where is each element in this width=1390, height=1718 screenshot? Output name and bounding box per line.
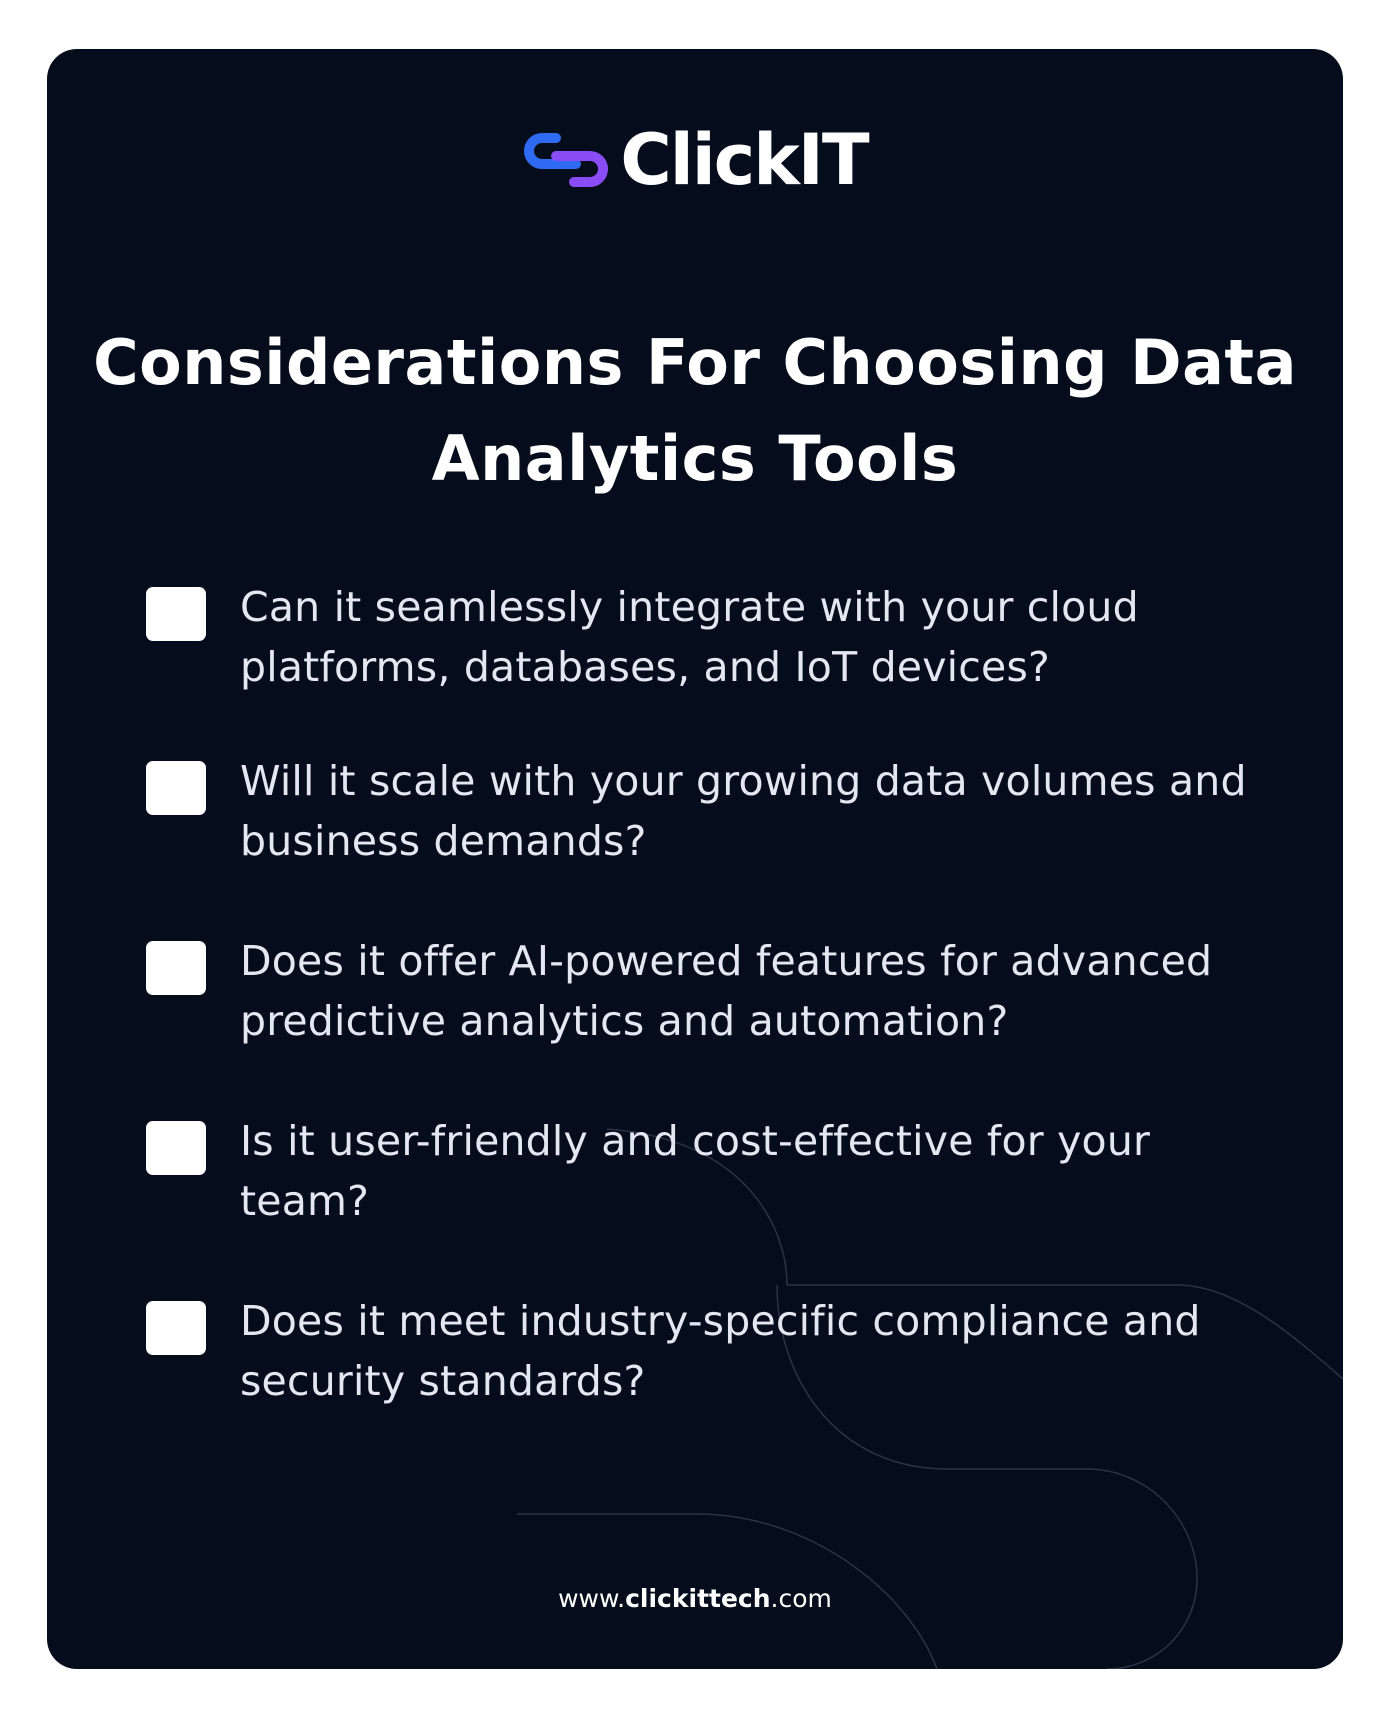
checklist-item-text: Does it meet industry-specific compliance and security standards? [240, 1297, 1201, 1405]
checklist-item[interactable] [146, 931, 1290, 1051]
checklist-item-text: Can it seamlessly integrate with your cloud platforms, databases, and IoT devices? [240, 583, 1139, 691]
chain-link-icon [522, 130, 610, 190]
checklist-item-text: Does it offer AI-powered features for advanced predictive analytics and automation? [240, 937, 1213, 1045]
checkbox[interactable] [146, 587, 206, 641]
checkbox[interactable] [146, 1121, 206, 1175]
url-suffix: .com [770, 1584, 832, 1613]
url-domain: clickittech [625, 1584, 771, 1613]
checklist-item-text: Will it scale with your growing data volumes and business demands? [240, 757, 1247, 865]
brand-name: ClickIT [620, 119, 868, 201]
checkbox[interactable] [146, 1301, 206, 1355]
website-link[interactable] [47, 1584, 1343, 1613]
checkbox[interactable] [146, 941, 206, 995]
page-title: Considerations For Choosing Data Analytics Tools [93, 326, 1297, 495]
checklist-item[interactable] [146, 1111, 1290, 1231]
checklist-item[interactable] [146, 577, 1290, 697]
checkbox[interactable] [146, 761, 206, 815]
clickit-logo [47, 119, 1343, 201]
checklist-item-text: Is it user-friendly and cost-effective for your team? [240, 1117, 1151, 1225]
checklist-item[interactable] [146, 1291, 1290, 1411]
checklist-item[interactable] [146, 751, 1290, 871]
url-prefix: www. [558, 1584, 626, 1613]
infographic-card [47, 49, 1343, 1669]
